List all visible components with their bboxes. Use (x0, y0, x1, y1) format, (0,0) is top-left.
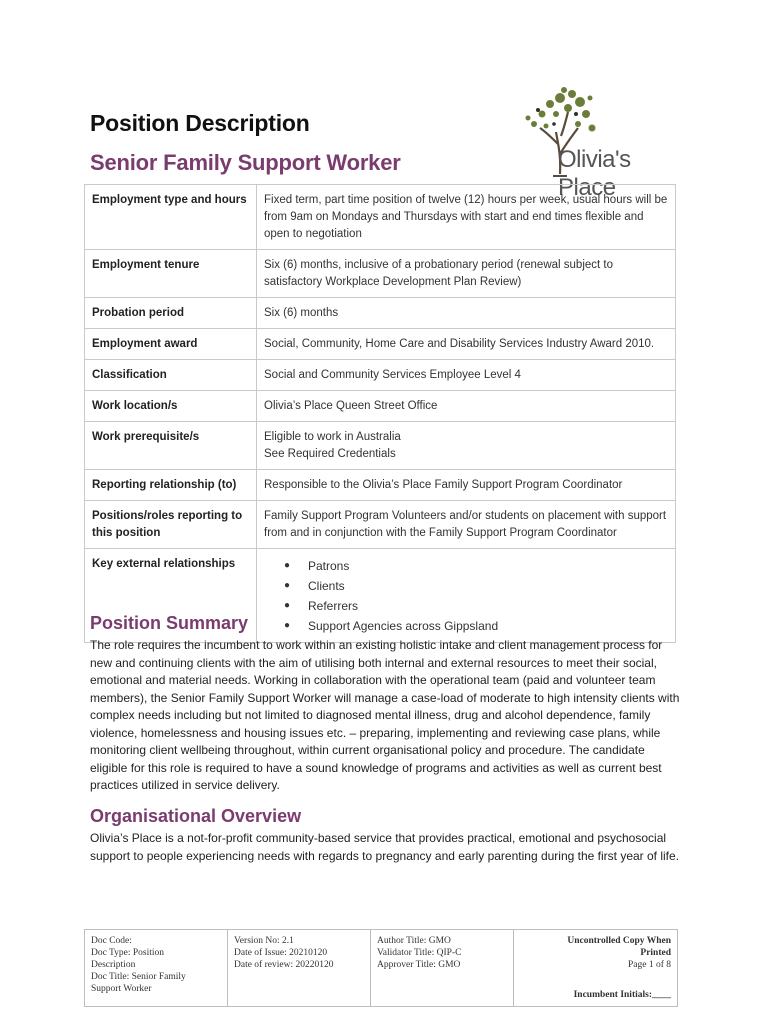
list-item: ● Clients (284, 576, 668, 596)
footer-doc-info: Doc Code: Doc Type: Position Description Doc Title: Senior Family Support Worker (85, 930, 228, 1006)
row-label: Employment award (85, 329, 257, 360)
table-row (85, 501, 676, 549)
row-label: Work prerequisite/s (85, 422, 257, 470)
row-value: Fixed term, part time position of twelve (12) hours per week, usual hours will be from 9am on Mondays and Thursdays with start and end times flexible and open to negotiation (257, 185, 676, 250)
row-value (257, 422, 676, 470)
position-title: Senior Family Support Worker (90, 150, 401, 175)
table-row (85, 329, 676, 360)
position-details-table (84, 184, 676, 643)
logo-text: Olivia's Place (558, 146, 631, 201)
olivias-place-logo (520, 84, 690, 201)
row-value: Responsible to the Olivia’s Place Family Support Program Coordinator (257, 470, 676, 501)
list-item: ● Support Agencies across Gippsland (284, 616, 668, 636)
table-row (85, 391, 676, 422)
footer-copy-info: Uncontrolled Copy When Printed Page 1 of 8 Incumbent Initials:____ (514, 930, 677, 1006)
prerequisite-line: See Required Credentials (264, 448, 396, 460)
table-row (85, 422, 676, 470)
row-label: Probation period (85, 298, 257, 329)
footer-author-info: Author Title: GMO Validator Title: QIP-C Approver Title: GMO (371, 930, 514, 1006)
table-row (85, 360, 676, 391)
row-value (257, 549, 676, 643)
row-label: Employment type and hours (85, 185, 257, 250)
bullet-icon: ● (284, 580, 291, 591)
table-row (85, 250, 676, 298)
row-value: Social and Community Services Employee Level 4 (257, 360, 676, 391)
row-value: Six (6) months (257, 298, 676, 329)
document-footer (84, 929, 678, 1007)
table-row (85, 185, 676, 250)
row-value: Olivia’s Place Queen Street Office (257, 391, 676, 422)
relationships-list (264, 556, 668, 636)
row-value: Social, Community, Home Care and Disability Services Industry Award 2010. (257, 329, 676, 360)
organisational-overview-heading: Organisational Overview (90, 806, 302, 826)
table-row (85, 470, 676, 501)
row-label: Key external relationships (85, 549, 257, 643)
bullet-icon: ● (284, 620, 291, 631)
row-label: Work location/s (85, 391, 257, 422)
row-label: Classification (85, 360, 257, 391)
bullet-icon: ● (284, 600, 291, 611)
page-title: Position Description (90, 110, 310, 136)
prerequisite-line: Eligible to work in Australia (264, 431, 401, 443)
table-row (85, 298, 676, 329)
organisational-overview-text: Olivia’s Place is a not-for-profit community-based service that provides practical, emotional and psychosocial support to people experiencing needs with regards to pregnancy and early parenting during the first year of life. (90, 831, 680, 863)
position-summary-heading: Position Summary (90, 613, 249, 633)
bullet-icon: ● (284, 560, 291, 571)
row-label: Reporting relationship (to) (85, 470, 257, 501)
row-value: Six (6) months, inclusive of a probationary period (renewal subject to satisfactory Workplace Development Plan Review) (257, 250, 676, 298)
row-label: Positions/roles reporting to this position (85, 501, 257, 549)
position-summary-text: The role requires the incumbent to work within an existing holistic intake and client management process for new and continuing clients with the aim of utilising both internal and external resources to meet their social, emotional and material needs. Working in collaboration with the operational team (paid and volunteer team members), the Senior Family Support Worker will manage a case-load of moderate to high intensity clients with complex needs including but not limited to diagnosed mental illness, drug and alcohol dependence, family violence, homelessness and housing issues etc. – preparing, implementing and reviewing case plans, while monitoring client wellbeing throughout, within current organisational policy and procedure. The candidate eligible for this role is required to have a sound knowledge of programs and activities as well as current best practices utilized in service delivery. (90, 638, 680, 792)
list-item: ● Referrers (284, 596, 668, 616)
row-label: Employment tenure (85, 250, 257, 298)
incumbent-initials: Incumbent Initials:____ (573, 990, 671, 1000)
footer-version-info: Version No: 2.1 Date of Issue: 20210120 Date of review: 20220120 (228, 930, 371, 1006)
row-value: Family Support Program Volunteers and/or students on placement with support from and in conjunction with the Family Support Program Coordinator (257, 501, 676, 549)
list-item: ● Patrons (284, 556, 668, 576)
